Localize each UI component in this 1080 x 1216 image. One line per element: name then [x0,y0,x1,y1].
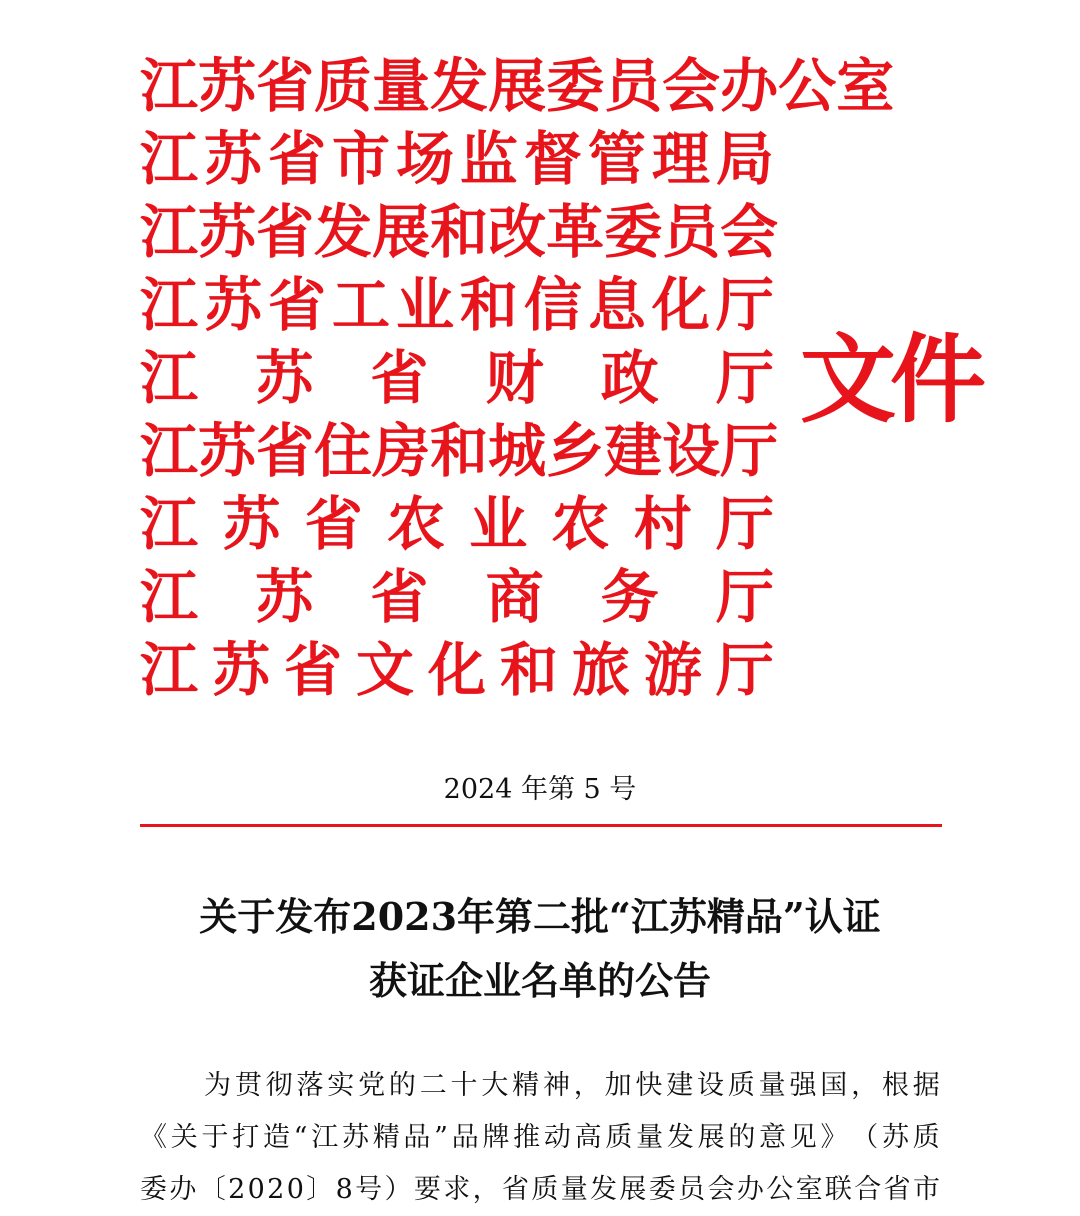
char: 厅 [720,417,779,485]
char: 游 [643,636,702,704]
char: 住 [314,417,373,485]
char: 公 [766,1174,794,1205]
char: 于 [201,1122,229,1153]
char: 革 [546,198,605,266]
char: 省 [283,636,342,704]
char: 据 [912,1070,940,1101]
char: 二 [419,1070,447,1101]
char: 大 [481,1070,509,1101]
char: 见 [789,1122,817,1153]
agency-line [140,561,774,634]
char: 江 [140,198,199,266]
char: 苏 [211,636,270,704]
char: 文 [355,636,414,704]
char: 动 [543,1122,571,1153]
body-line-2 [140,1112,940,1164]
agency-line [140,634,774,707]
char: 苏 [203,125,262,193]
char: 量 [560,1174,588,1205]
char: “ [293,1122,308,1153]
char: （ [851,1122,879,1153]
char: 苏 [198,198,257,266]
char: 意 [759,1122,787,1153]
char: 发 [666,1122,694,1153]
red-divider [140,824,942,827]
char: 乡 [546,417,605,485]
char: 公 [778,52,837,120]
char: 会 [720,198,779,266]
char: 展 [697,1122,725,1153]
char: 8 [335,1174,353,1205]
body-line-3 [140,1164,940,1216]
char: 展 [488,52,547,120]
char: 厅 [715,636,774,704]
char: 发 [590,1174,618,1205]
char: 办 [169,1174,197,1205]
char: 苏 [881,1122,909,1153]
agency-line [140,342,774,415]
char: 〔 [198,1174,226,1205]
char: 厅 [715,563,774,631]
char: 要 [413,1174,441,1205]
char: 〕 [306,1174,334,1205]
char: 业 [395,271,454,339]
agency-line [140,196,779,269]
char: 强 [789,1070,817,1101]
char: 室 [795,1174,823,1205]
char: 村 [633,490,692,558]
char: 息 [587,271,646,339]
char: 管 [587,125,646,193]
title-line-2: 获证企业名单的公告 [368,958,711,1003]
char: 展 [619,1174,647,1205]
char: 办 [720,52,779,120]
char: 江 [311,1122,339,1153]
char: 督 [523,125,582,193]
char: 求 [443,1174,471,1205]
char: 省 [267,271,326,339]
char: 旅 [571,636,630,704]
char: 江 [140,344,199,412]
char: 和 [430,417,489,485]
char: 质 [605,1122,633,1153]
char: 0 [286,1174,304,1205]
char: 加 [604,1070,632,1101]
char: 省 [256,52,315,120]
char: 为 [204,1070,231,1101]
char: 改 [488,198,547,266]
char: 质 [912,1122,940,1153]
char: 业 [469,490,528,558]
char: 江 [140,52,199,120]
char: 苏 [198,417,257,485]
char: 市 [331,125,390,193]
char: 省 [501,1174,529,1205]
char: 联 [824,1174,852,1205]
char: 江 [140,490,199,558]
document-label: 文件 [800,323,980,436]
char: 展 [372,198,431,266]
char: 设 [697,1070,724,1101]
char: ， [472,1174,500,1205]
char: 会 [662,52,721,120]
char: 发 [430,52,489,120]
agency-line [140,415,779,488]
char: 精 [372,1122,400,1153]
char: 省 [370,563,429,631]
char: 江 [140,563,199,631]
document-number: 2024 年第 5 号 [443,774,637,805]
char: 江 [140,125,199,193]
char: 化 [651,271,710,339]
char: 设 [662,417,721,485]
char: 办 [736,1174,764,1205]
char: 实 [327,1070,355,1101]
char: 推 [513,1122,541,1153]
char: 房 [372,417,431,485]
char: 苏 [341,1122,369,1153]
char: 建 [666,1070,694,1101]
char: 政 [600,344,659,412]
char: 建 [604,417,663,485]
char: 快 [635,1070,663,1101]
char: 员 [604,52,663,120]
char: 市 [913,1174,940,1205]
char: 和 [499,636,558,704]
char: 委 [648,1174,676,1205]
char: 会 [707,1174,735,1205]
char: 2 [267,1174,285,1205]
char: ， [573,1070,601,1101]
char: 质 [314,52,373,120]
char: 农 [386,490,445,558]
char: 江 [140,636,199,704]
char: 关 [170,1122,198,1153]
char: 信 [523,271,582,339]
char: 国 [820,1070,848,1101]
agency-line [140,123,774,196]
char: 》 [820,1122,848,1153]
char: 苏 [255,344,314,412]
char: 的 [728,1122,756,1153]
document-body [140,1060,940,1216]
char: 财 [485,344,544,412]
char: 2 [228,1174,246,1205]
char: 员 [662,198,721,266]
char: 造 [262,1122,290,1153]
document-title [0,885,1080,1013]
agency-line [140,50,895,123]
char: 贯 [234,1070,262,1101]
char: 党 [358,1070,386,1101]
char: 品 [451,1122,479,1153]
char: 十 [450,1070,478,1101]
char: 工 [331,271,390,339]
char: 量 [758,1070,786,1101]
char: 省 [883,1174,911,1205]
char: 神 [542,1070,570,1101]
char: 理 [651,125,710,193]
char: 商 [485,563,544,631]
char: 量 [372,52,431,120]
char: 省 [304,490,363,558]
char: ， [851,1070,879,1101]
char: 委 [546,52,605,120]
char: 质 [727,1070,755,1101]
char: 发 [314,198,373,266]
title-line-1: 关于发布2023年第二批“江苏精品”认证 [199,894,881,939]
char: 苏 [222,490,281,558]
char: 和 [430,198,489,266]
char: 《 [140,1122,167,1153]
body-line-1 [140,1060,940,1112]
char: 号 [355,1174,383,1205]
char: 室 [836,52,895,120]
char: 和 [459,271,518,339]
char: 落 [296,1070,324,1101]
char: 牌 [482,1122,510,1153]
char: 省 [267,125,326,193]
char: 苏 [203,271,262,339]
char: 的 [388,1070,416,1101]
char: 根 [881,1070,909,1101]
char: 厅 [715,490,774,558]
char: 打 [232,1122,260,1153]
char: 合 [854,1174,882,1205]
char: 农 [551,490,610,558]
char: 城 [488,417,547,485]
agency-line [140,269,774,342]
char: 化 [427,636,486,704]
agency-line [140,488,774,561]
char: 省 [256,198,315,266]
char: 品 [403,1122,431,1153]
char: ） [384,1174,412,1205]
char: 厅 [715,271,774,339]
char: 精 [512,1070,540,1101]
char: 苏 [198,52,257,120]
char: 江 [140,271,199,339]
char: 监 [459,125,518,193]
char: 局 [715,125,774,193]
char: 省 [370,344,429,412]
char: 场 [395,125,454,193]
char: 量 [636,1122,664,1153]
char: 苏 [255,563,314,631]
char: ” [434,1122,448,1153]
char: 质 [531,1174,559,1205]
char: 彻 [265,1070,293,1101]
char: 江 [140,417,199,485]
char: 员 [678,1174,706,1205]
char: 厅 [715,344,774,412]
char: 务 [600,563,659,631]
char: 委 [140,1174,167,1205]
char: 0 [247,1174,265,1205]
char: 省 [256,417,315,485]
char: 高 [574,1122,602,1153]
char: 委 [604,198,663,266]
